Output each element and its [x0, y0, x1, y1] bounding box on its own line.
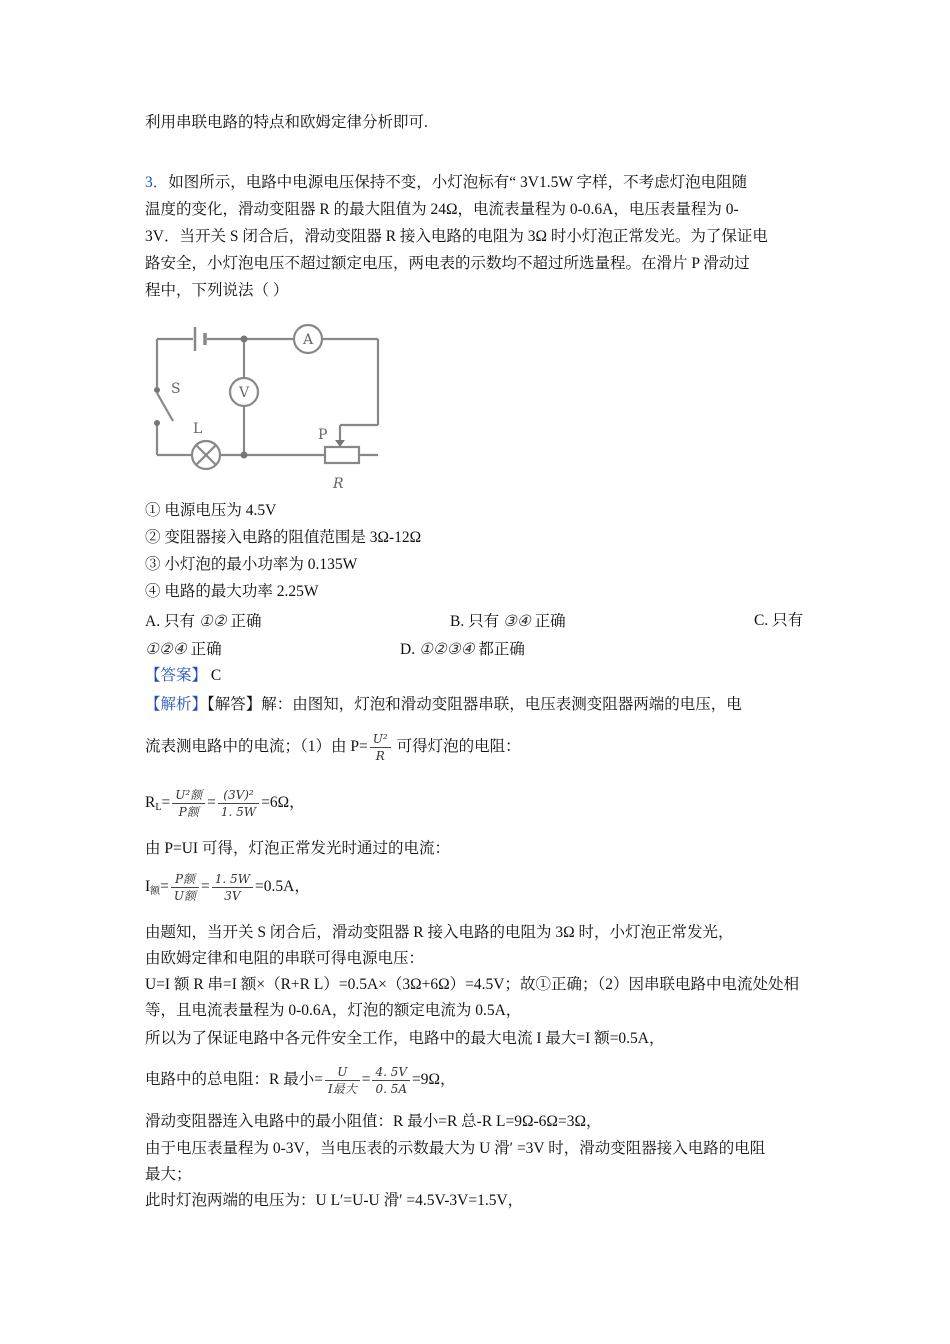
intro-text: 利用串联电路的特点和欧姆定律分析即可. — [145, 114, 428, 131]
slider-label: P — [318, 427, 328, 443]
analysis-line-5: I额= $\frac{\text{P额}}{\text{U额}}$ = $\frac{1. 5W}{3V}$ =0.5A， — [145, 871, 310, 903]
analysis-line-10: 所以为了保证电路中各元件安全工作，电路中的最大电流 I 最大=I 额=0.5A， — [145, 1030, 665, 1047]
analysis-line-2: 流表测电路中的电流；（1）由 P= $\frac{\text{U²}}{R}$ 可得灯泡的电阻： — [145, 731, 521, 763]
statement-2: ② 变阻器接入电路的阻值范围是 3Ω-12Ω — [145, 529, 422, 546]
fraction-rl-1: $\frac{\text{U²额}}{\text{P额}}$ — [172, 787, 205, 820]
question-line-1: 3．如图所示，电路中电源电压保持不变，小灯泡标有“ 3V1.5W 字样，不考虑灯泡电阻随 — [145, 174, 748, 191]
analysis-line-4: 由 P=UI 可得，灯泡正常发光时通过的电流： — [145, 840, 450, 857]
option-c-prefix[interactable]: C. 只有 — [754, 612, 804, 629]
answer-tag: 【答案】 — [145, 667, 208, 684]
answer-value: C — [207, 667, 222, 684]
question-line-5: 程中，下列说法（ ） — [145, 282, 289, 299]
fraction-i-1: $\frac{\text{P额}}{\text{U额}}$ — [171, 871, 199, 904]
analysis-line-9: 等，且电流表量程为 0-0.6A，灯泡的额定电流为 0.5A， — [145, 1002, 522, 1019]
option-c-rest[interactable]: ①②④ 正确 — [145, 640, 222, 658]
analysis-line-15: 此时灯泡两端的电压为：U L′=U-U 滑′ =4.5V-3V=1.5V， — [145, 1192, 524, 1209]
switch-label: S — [171, 381, 181, 397]
statement-4: ④ 电路的最大功率 2.25W — [145, 583, 319, 600]
statement-3: ③ 小灯泡的最小功率为 0.135W — [145, 556, 358, 573]
rheostat-label: R — [333, 476, 344, 492]
fraction-rl-2: $\frac{\text{(3V)²}}{1. 5W}$ — [218, 787, 259, 820]
analysis-line-14: 最大； — [145, 1166, 192, 1183]
voltmeter-label: V — [238, 385, 250, 401]
question-line-2: 温度的变化，滑动变阻器 R 的最大阻值为 24Ω，电流表量程为 0-0.6A，电压表量程为 0- — [145, 201, 739, 218]
question-number: 3． — [145, 174, 169, 191]
fraction-power: $\frac{\text{U²}}{R}$ — [370, 731, 391, 764]
circuit-diagram — [145, 315, 390, 495]
analysis-line-11: 电路中的总电阻：R 最小= $\frac{U}{\text{I最大}}$ = $\frac{4. 5V}{0. 5A}$ =9Ω， — [145, 1064, 456, 1096]
option-b[interactable]: B. 只有 ③④ 正确 — [450, 612, 566, 630]
analysis-line-7: 由欧姆定律和电阻的串联可得电源电压： — [145, 950, 425, 967]
analysis-line-3: RL= $\frac{\text{U²额}}{\text{P额}}$ = $\frac{\text{(3V)²}}{1. 5W}$ =6Ω， — [145, 787, 305, 819]
question-line-3: 3V．当开关 S 闭合后，滑动变阻器 R 接入电路的电阻为 3Ω 时小灯泡正常发光。为了保证电 — [145, 228, 768, 245]
option-a[interactable]: A. 只有 ①② 正确 — [145, 612, 262, 630]
question-line-4: 路安全，小灯泡电压不超过额定电压，两电表的示数均不超过所选量程。在滑片 P 滑动过 — [145, 255, 750, 272]
analysis-line-8: U=I 额 R 串=I 额×（R+R L）=0.5A×（3Ω+6Ω）=4.5V；故①正确；（2）因串联电路中电流处处相 — [145, 976, 799, 993]
ammeter-label: A — [302, 332, 314, 348]
lamp-label: L — [193, 421, 203, 437]
analysis-tag: 【解析】 — [145, 696, 208, 713]
fraction-rtotal-2: $\frac{4. 5V}{0. 5A}$ — [372, 1064, 410, 1097]
statement-1: ① 电源电压为 4.5V — [145, 502, 277, 519]
fraction-rtotal-1: $\frac{U}{\text{I最大}}$ — [325, 1064, 360, 1097]
analysis-line-1: 【解析】【解答】解：由图知，灯泡和滑动变阻器串联，电压表测变阻器两端的电压，电 — [145, 696, 742, 713]
option-d[interactable]: D. ①②③④ 都正确 — [400, 640, 525, 658]
analysis-line-6: 由题知，当开关 S 闭合后，滑动变阻器 R 接入电路的电阻为 3Ω 时，小灯泡正常发光， — [145, 924, 734, 941]
analysis-line-13: 由于电压表量程为 0-3V，当电压表的示数最大为 U 滑′ =3V 时，滑动变阻器接入电路的电阻 — [145, 1140, 766, 1157]
answer-line — [145, 665, 221, 687]
analysis-line-12: 滑动变阻器连入电路中的最小阻值：R 最小=R 总-R L=9Ω-6Ω=3Ω， — [145, 1113, 602, 1130]
fraction-i-2: $\frac{1. 5W}{3V}$ — [212, 871, 253, 904]
